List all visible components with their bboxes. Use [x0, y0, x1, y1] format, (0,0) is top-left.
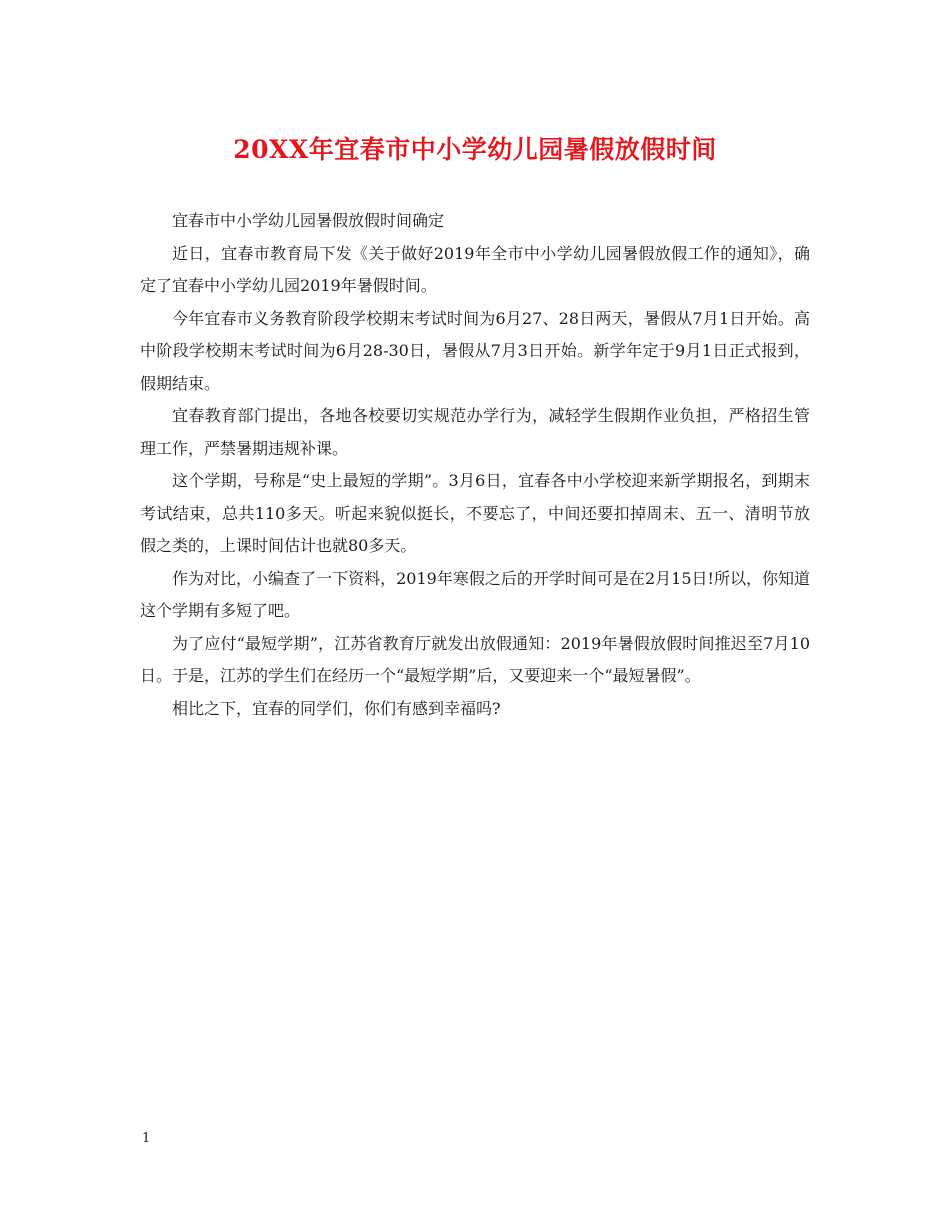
document-body — [140, 205, 810, 725]
page-number: 1 — [142, 1131, 151, 1146]
document-title: 20XX年宜春市中小学幼儿园暑假放假时间 — [233, 135, 717, 164]
paragraph-subtitle: 宜春市中小学幼儿园暑假放假时间确定 — [172, 211, 445, 230]
paragraph: 宜春教育部门提出，各地各校要切实规范办学行为，减轻学生假期作业负担，严格招生管理工作，严禁暑期违规补课。 — [140, 406, 810, 458]
paragraph: 今年宜春市义务教育阶段学校期末考试时间为6月27、28日两天，暑假从7月1日开始。高中阶段学校期末考试时间为6月28-30日，暑假从7月3日开始。新学年定于9月1日正式报到，假期结束。 — [140, 308, 810, 393]
paragraph: 为了应付“最短学期”，江苏省教育厅就发出放假通知：2019年暑假放假时间推迟至7月10日。于是，江苏的学生们在经历一个“最短学期”后，又要迎来一个“最短暑假”。 — [140, 633, 810, 685]
paragraph: 相比之下，宜春的同学们，你们有感到幸福吗? — [172, 698, 501, 718]
paragraph: 作为对比，小编查了一下资料，2019年寒假之后的开学时间可是在2月15日!所以，你知道这个学期有多短了吧。 — [140, 568, 810, 620]
paragraph: 这个学期，号称是“史上最短的学期”。3月6日，宜春各中小学校迎来新学期报名，到期末考试结束，总共110多天。听起来貌似挺长，不要忘了，中间还要扣掉周末、五一、清明节放假之类的，上课时间估计也就80多天。 — [140, 471, 810, 555]
paragraph: 近日，宜春市教育局下发《关于做好2019年全市中小学幼儿园暑假放假工作的通知》，确定了宜春中小学幼儿园2019年暑假时间。 — [140, 243, 810, 295]
